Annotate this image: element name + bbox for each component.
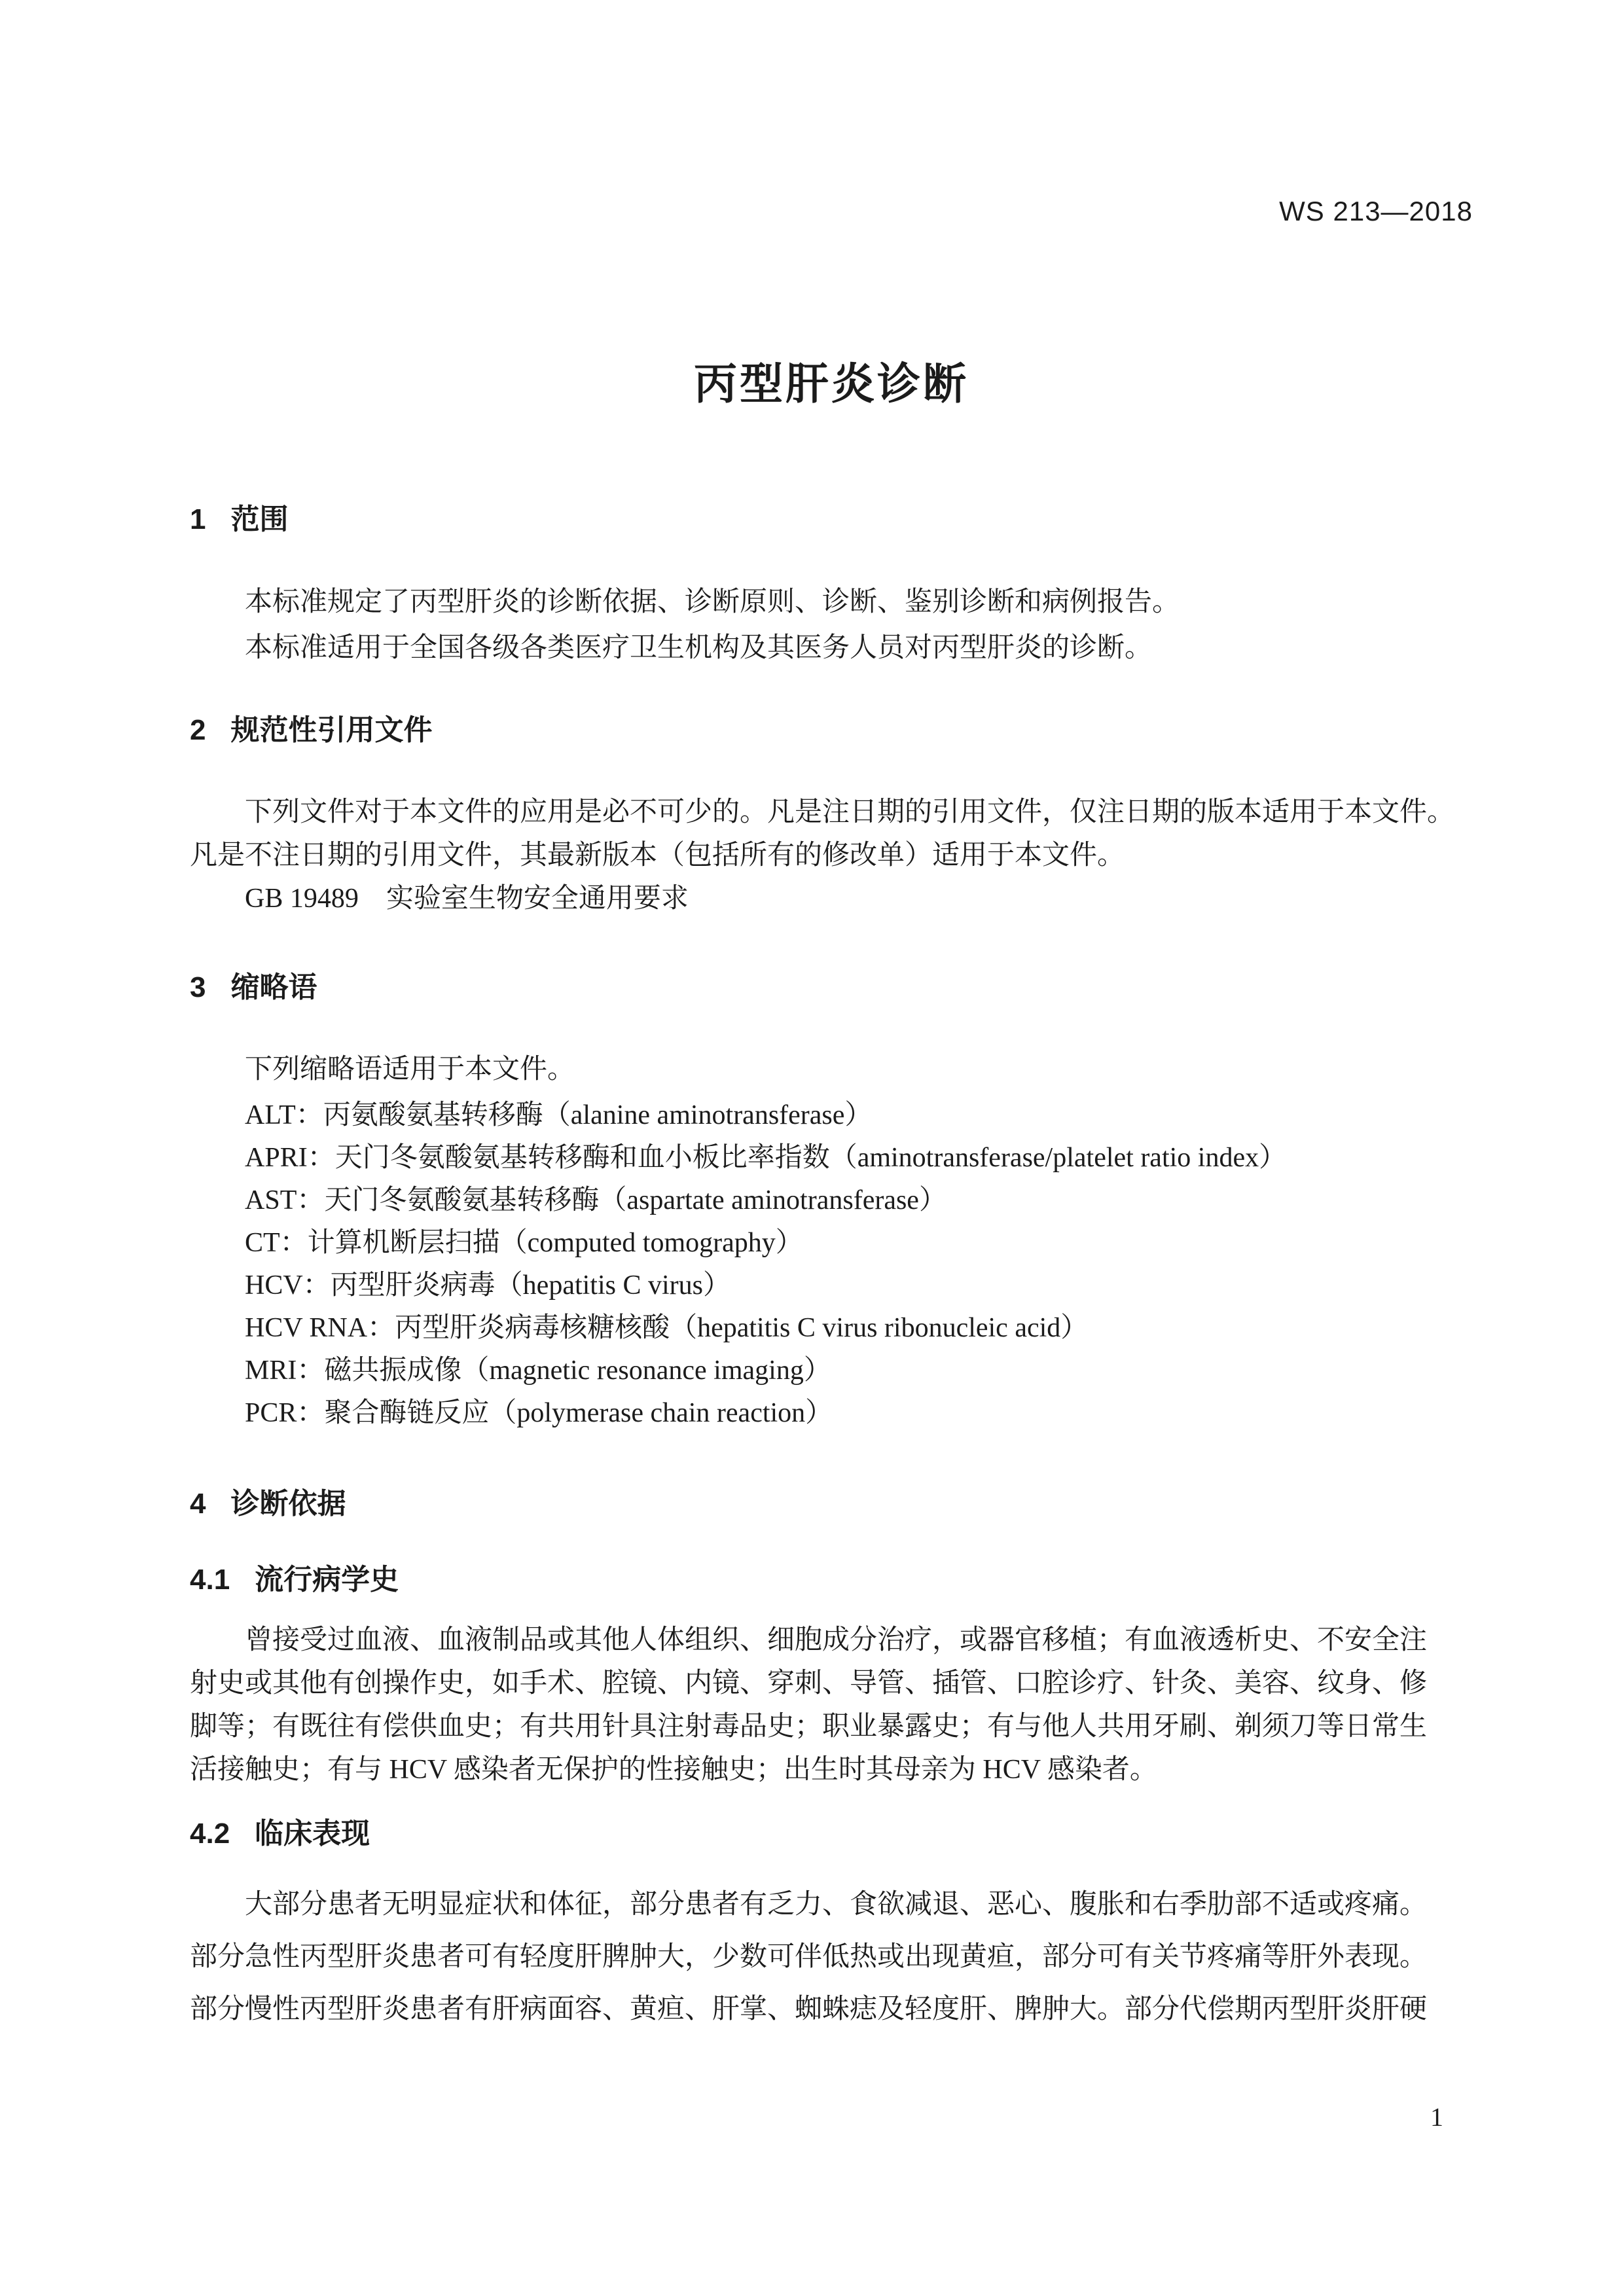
section-1-title: 范围 bbox=[230, 503, 289, 535]
section-2-body bbox=[190, 791, 1473, 920]
section-2-title: 规范性引用文件 bbox=[230, 714, 433, 746]
section-4-2-body bbox=[190, 1878, 1473, 2036]
section-4-1-body bbox=[190, 1619, 1473, 1791]
section-1-number: 1 bbox=[190, 503, 206, 535]
paragraph-line: 本标准规定了丙型肝炎的诊断依据、诊断原则、诊断、鉴别诊断和病例报告。 bbox=[245, 587, 1180, 617]
section-3-title: 缩略语 bbox=[230, 971, 317, 1003]
paragraph-line: 活接触史；有与 HCV 感染者无保护的性接触史；出生时其母亲为 HCV 感染者。 bbox=[190, 1755, 1157, 1785]
paragraph-line: 凡是不注日期的引用文件，其最新版本（包括所有的修改单）适用于本文件。 bbox=[190, 840, 1125, 870]
paragraph-line: 大部分患者无明显症状和体征，部分患者有乏力、食欲减退、恶心、腹胀和右季肋部不适或疼痛。 bbox=[245, 1890, 1428, 1920]
paragraph-line: 射史或其他有创操作史，如手术、腔镜、内镜、穿刺、导管、插管、口腔诊疗、针灸、美容、纹身、修 bbox=[190, 1668, 1428, 1698]
paragraph-line: 部分急性丙型肝炎患者可有轻度肝脾肿大，少数可伴低热或出现黄疸，部分可有关节疼痛等肝外表现。 bbox=[190, 1942, 1428, 1972]
section-4-1-title: 流行病学史 bbox=[255, 1564, 399, 1596]
section-3-number: 3 bbox=[190, 971, 206, 1003]
document-title: 丙型肝炎诊断 bbox=[694, 359, 969, 408]
section-4-2-heading bbox=[190, 1817, 1473, 1851]
abbreviation-list bbox=[190, 1094, 1473, 1435]
section-3-heading bbox=[190, 971, 1473, 1005]
abbreviation-item: AST：天门冬氨酸氨基转移酶（aspartate aminotransferase） bbox=[245, 1185, 947, 1215]
section-4-2-number: 4.2 bbox=[190, 1818, 230, 1850]
paragraph-line: 下列缩略语适用于本文件。 bbox=[245, 1054, 575, 1085]
section-4-2-title: 临床表现 bbox=[255, 1818, 370, 1850]
section-4-title: 诊断依据 bbox=[230, 1488, 346, 1520]
section-4-heading bbox=[190, 1487, 1473, 1521]
section-2-heading bbox=[190, 713, 1473, 747]
section-3-intro bbox=[190, 1049, 1473, 1091]
abbreviation-item: CT：计算机断层扫描（computed tomography） bbox=[245, 1228, 803, 1258]
paragraph-line: 本标准适用于全国各级各类医疗卫生机构及其医务人员对丙型肝炎的诊断。 bbox=[245, 633, 1153, 663]
section-4-1-heading bbox=[190, 1563, 1473, 1597]
page-number: 1 bbox=[1430, 2102, 1443, 2132]
abbreviation-item: APRI：天门冬氨酸氨基转移酶和血小板比率指数（aminotransferase/platelet ratio index） bbox=[245, 1143, 1287, 1173]
abbreviation-item: HCV RNA：丙型肝炎病毒核糖核酸（hepatitis C virus ribonucleic acid） bbox=[245, 1313, 1089, 1343]
paragraph-line: 脚等；有既往有偿供血史；有共用针具注射毒品史；职业暴露史；有与他人共用牙刷、剃须刀等日常生 bbox=[190, 1712, 1428, 1742]
section-4-1-number: 4.1 bbox=[190, 1564, 230, 1596]
abbreviation-item: ALT：丙氨酸氨基转移酶（alanine aminotransferase） bbox=[245, 1100, 873, 1130]
paragraph-line: 部分慢性丙型肝炎患者有肝病面容、黄疸、肝掌、蜘蛛痣及轻度肝、脾肿大。部分代偿期丙型肝炎肝硬 bbox=[190, 1994, 1428, 2024]
section-1-heading bbox=[190, 503, 1473, 537]
referenced-standard-line: GB 19489 实验室生物安全通用要求 bbox=[245, 884, 689, 914]
section-2-number: 2 bbox=[190, 714, 206, 746]
section-1-body bbox=[190, 579, 1473, 671]
section-4-number: 4 bbox=[190, 1488, 206, 1520]
abbreviation-item: MRI：磁共振成像（magnetic resonance imaging） bbox=[245, 1355, 831, 1386]
abbreviation-item: HCV：丙型肝炎病毒（hepatitis C virus） bbox=[245, 1270, 731, 1300]
abbreviation-item: PCR：聚合酶链反应（polymerase chain reaction） bbox=[245, 1398, 833, 1428]
standard-code: WS 213—2018 bbox=[1279, 196, 1473, 226]
paragraph-line: 曾接受过血液、血液制品或其他人体组织、细胞成分治疗，或器官移植；有血液透析史、不安全注 bbox=[245, 1625, 1428, 1655]
paragraph-line: 下列文件对于本文件的应用是必不可少的。凡是注日期的引用文件，仅注日期的版本适用于本文件。 bbox=[245, 797, 1455, 827]
